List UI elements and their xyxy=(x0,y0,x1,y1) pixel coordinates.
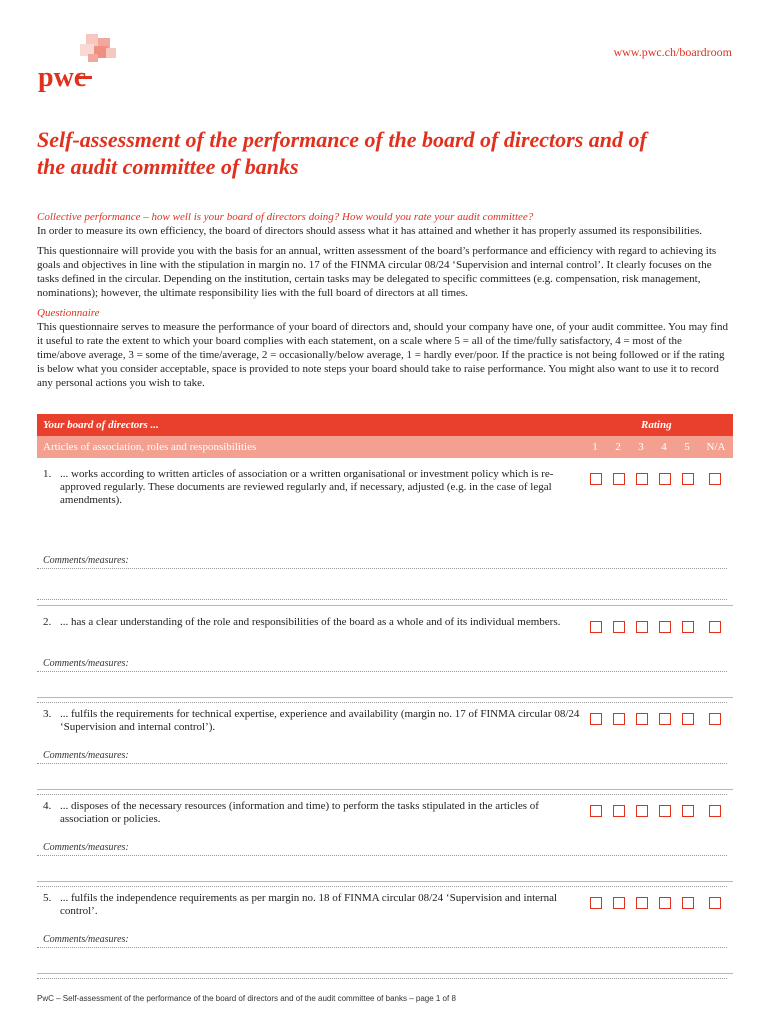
comments-label: Comments/measures: xyxy=(43,842,129,853)
comments-label: Comments/measures: xyxy=(43,750,129,761)
rating-checkbox-3[interactable] xyxy=(636,713,648,725)
comments-line[interactable] xyxy=(37,599,727,600)
table-header xyxy=(37,414,733,436)
rating-checkbox-5[interactable] xyxy=(682,805,694,817)
pwc-logo xyxy=(38,34,118,94)
question-number: 2. xyxy=(43,616,52,628)
intro-lead: Collective performance – how well is your board of directors doing? How would you rate your audit committee? xyxy=(37,211,534,223)
page-footer: PwC – Self-assessment of the performance of the board of directors and of the audit committee of banks – page 1 of 8 xyxy=(37,994,456,1003)
question-text: ... fulfils the requirements for technical expertise, experience and availability (margin no. 17 of FINMA circular 08/24 ‘Supervision and internal control’). xyxy=(60,708,580,733)
rating-checkbox-1[interactable] xyxy=(590,897,602,909)
rating-checkbox-5[interactable] xyxy=(682,473,694,485)
rating-checkbox-2[interactable] xyxy=(613,805,625,817)
rating-checkbox-3[interactable] xyxy=(636,805,648,817)
rating-checkbox-5[interactable] xyxy=(682,897,694,909)
table-header-rating: Rating xyxy=(641,419,672,431)
rating-checkbox-3[interactable] xyxy=(636,473,648,485)
question-number: 4. xyxy=(43,800,52,812)
rating-checkbox-1[interactable] xyxy=(590,713,602,725)
rating-checkbox-4[interactable] xyxy=(659,897,671,909)
comments-line[interactable] xyxy=(37,568,727,569)
intro-paragraph-3: This questionnaire serves to measure the performance of your board of directors and, should your company have one, of your audit committee. You may find it useful to rate the extent to which your board complies with each statement, on a scale where 5 = all of the time/fully satisfactory, 4 = most of the time/above average, 3 = some of the time/average, 2 = occasionally/below average, 1 = hardly ever/poor. If the practice is not being followed or if the rating is below what you consider acceptable, space is provided to note steps your board should take to raise performance. You might also want to use it to record any personal actions you wish to take. xyxy=(37,321,728,389)
rating-checkboxes xyxy=(588,621,733,635)
page-title: Self-assessment of the performance of the board of directors and of the audit committee of banks xyxy=(37,127,647,179)
section-header xyxy=(37,436,733,458)
rating-checkbox-2[interactable] xyxy=(613,713,625,725)
rating-checkbox-2[interactable] xyxy=(613,621,625,633)
rating-checkbox-na[interactable] xyxy=(709,805,721,817)
comments-label: Comments/measures: xyxy=(43,934,129,945)
rating-table xyxy=(37,414,733,974)
intro-paragraph-2: This questionnaire will provide you with the basis for an annual, written assessment of the board’s performance and efficiency with regard to achieving its goals and objectives in line with the stipulation in margin no. 17 of the FINMA circular 08/24 ‘Supervision and internal control’. It clearly focuses on the tasks defined in the circular. Depending on the institution, certain tasks may be delegated to specific committees (e.g. compensation, risk management, nominations); however, the ultimate responsibility lies with the full board of directors at all times. xyxy=(37,245,717,299)
rating-checkbox-na[interactable] xyxy=(709,473,721,485)
comments-line[interactable] xyxy=(37,855,727,856)
rating-checkbox-2[interactable] xyxy=(613,897,625,909)
question-number: 3. xyxy=(43,708,52,720)
rating-checkboxes xyxy=(588,473,733,487)
rating-checkbox-na[interactable] xyxy=(709,897,721,909)
logo-mosaic-icon xyxy=(76,34,116,64)
logo-text: pwc xyxy=(38,62,87,93)
rating-checkbox-4[interactable] xyxy=(659,621,671,633)
rating-checkboxes xyxy=(588,713,733,727)
question-row xyxy=(37,790,733,882)
intro-section xyxy=(37,210,733,396)
rating-checkbox-4[interactable] xyxy=(659,713,671,725)
rating-checkboxes xyxy=(588,805,733,819)
rating-checkbox-na[interactable] xyxy=(709,621,721,633)
question-row xyxy=(37,606,733,698)
intro-paragraph-1: In order to measure its own efficiency, the board of directors should assess what it has attained and whether it has properly assumed its responsibilities. xyxy=(37,225,703,237)
question-row xyxy=(37,458,733,606)
scale-label: 4 xyxy=(661,441,667,453)
rating-checkbox-1[interactable] xyxy=(590,805,602,817)
rating-checkbox-3[interactable] xyxy=(636,897,648,909)
question-row xyxy=(37,882,733,974)
comments-line[interactable] xyxy=(37,763,727,764)
rating-checkboxes xyxy=(588,897,733,911)
rating-checkbox-1[interactable] xyxy=(590,621,602,633)
rating-checkbox-5[interactable] xyxy=(682,621,694,633)
scale-label: 2 xyxy=(615,441,621,453)
scale-label: 1 xyxy=(592,441,598,453)
rating-checkbox-na[interactable] xyxy=(709,713,721,725)
rating-checkbox-5[interactable] xyxy=(682,713,694,725)
rating-checkbox-4[interactable] xyxy=(659,805,671,817)
scale-label: N/A xyxy=(706,441,726,453)
question-text: ... works according to written articles of association or a written organisational or investment policy which is re-approved regularly. These documents are reviewed regularly and, if necessary, adjusted (e.g. in the case of legal amendments). xyxy=(60,468,554,506)
scale-label: 3 xyxy=(638,441,644,453)
question-number: 1. xyxy=(43,468,52,480)
question-text: ... disposes of the necessary resources (information and time) to perform the tasks stipulated in the articles of association or policies. xyxy=(60,800,539,825)
rating-checkbox-3[interactable] xyxy=(636,621,648,633)
comments-label: Comments/measures: xyxy=(43,555,129,566)
section-title: Articles of association, roles and responsibilities xyxy=(43,441,257,453)
rating-checkbox-4[interactable] xyxy=(659,473,671,485)
question-text: ... has a clear understanding of the role and responsibilities of the board as a whole and of its individual members. xyxy=(60,616,561,628)
comments-line[interactable] xyxy=(37,947,727,948)
rating-scale xyxy=(588,441,733,455)
rating-checkbox-1[interactable] xyxy=(590,473,602,485)
scale-label: 5 xyxy=(684,441,690,453)
question-number: 5. xyxy=(43,892,52,904)
question-row xyxy=(37,698,733,790)
questionnaire-heading: Questionnaire xyxy=(37,307,100,319)
site-url-link[interactable]: www.pwc.ch/boardroom xyxy=(613,45,732,59)
comments-label: Comments/measures: xyxy=(43,658,129,669)
comments-line[interactable] xyxy=(37,671,727,672)
comments-line[interactable] xyxy=(37,978,727,979)
question-text: ... fulfils the independence requirements as per margin no. 18 of FINMA circular 08/24 ‘Supervision and internal control’. xyxy=(60,892,558,917)
table-header-left: Your board of directors ... xyxy=(43,419,159,431)
rating-checkbox-2[interactable] xyxy=(613,473,625,485)
